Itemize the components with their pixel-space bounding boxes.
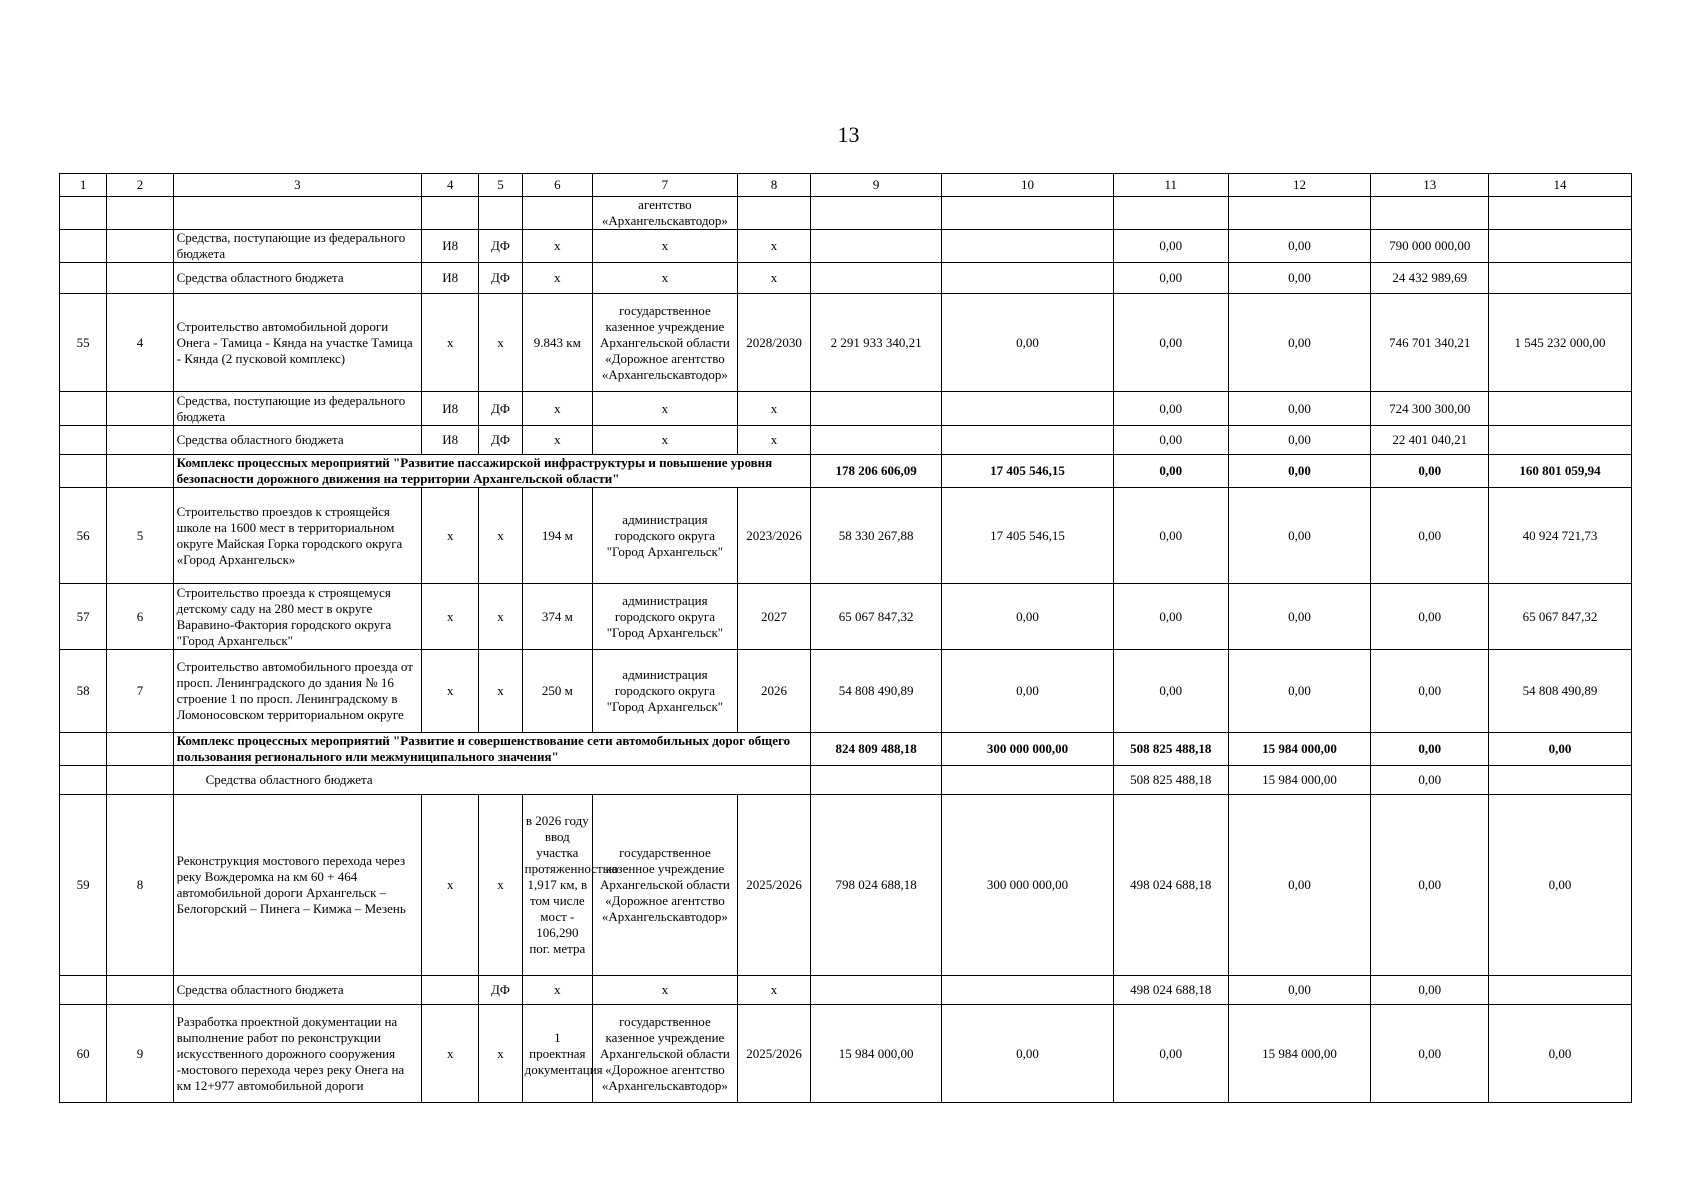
cell-row-number xyxy=(60,263,107,294)
cell-amount: 0,00 xyxy=(1228,584,1371,650)
cell-sub-number: 6 xyxy=(107,584,173,650)
cell-amount: 0,00 xyxy=(1371,584,1489,650)
section-title: Комплекс процессных мероприятий "Развитие и совершенствование сети автомобильных дорог общего пользования регионального или межмуниципального значения" xyxy=(173,733,811,766)
cell-amount: 0,00 xyxy=(1371,766,1489,795)
cell-amount: 0,00 xyxy=(1371,733,1489,766)
cell-amount: 15 984 000,00 xyxy=(1228,733,1371,766)
cell-amount: 0,00 xyxy=(941,1005,1113,1103)
cell-row-number xyxy=(60,976,107,1005)
table-header-row xyxy=(60,174,1632,197)
cell-amount: 40 924 721,73 xyxy=(1489,488,1632,584)
cell-executor: администрация городского округа "Город Архангельск" xyxy=(593,584,738,650)
cell-row-number xyxy=(60,766,107,795)
cell-amount xyxy=(1489,392,1632,426)
cell-amount: 24 432 989,69 xyxy=(1371,263,1489,294)
cell-period: 2025/2026 xyxy=(737,795,810,976)
header-cell: 14 xyxy=(1489,174,1632,197)
header-cell: 2 xyxy=(107,174,173,197)
cell-row-number xyxy=(60,230,107,263)
cell-capacity: х xyxy=(522,392,592,426)
cell-row-number: 58 xyxy=(60,650,107,733)
cell-sub-number: 9 xyxy=(107,1005,173,1103)
cell-amount: 0,00 xyxy=(941,294,1113,392)
cell-period: 2027 xyxy=(737,584,810,650)
cell-row-number xyxy=(60,197,107,230)
cell-source: ДФ xyxy=(479,976,522,1005)
cell-amount xyxy=(1489,263,1632,294)
cell-amount xyxy=(1489,230,1632,263)
cell-executor: государственное казенное учреждение Архангельской области «Дорожное агентство «Архангельскавтодор» xyxy=(593,1005,738,1103)
cell-amount: 0,00 xyxy=(1113,426,1228,455)
cell-amount: 0,00 xyxy=(1113,1005,1228,1103)
cell-sub-number: 7 xyxy=(107,650,173,733)
cell-total: 15 984 000,00 xyxy=(811,1005,942,1103)
cell-executor: государственное казенное учреждение Архангельской области «Дорожное агентство «Архангельскавтодор» xyxy=(593,294,738,392)
cell-capacity: х xyxy=(522,976,592,1005)
cell-total xyxy=(811,263,942,294)
cell-total xyxy=(811,197,942,230)
cell-name: Средства областного бюджета xyxy=(173,766,811,795)
cell-amount: 508 825 488,18 xyxy=(1113,766,1228,795)
cell-name: Реконструкция мостового перехода через реку Вождеромка на км 60 + 464 автомобильной дороги Архангельск – Белогорский – Пинега – Кимжа – Мезень xyxy=(173,795,421,976)
table-row xyxy=(60,488,1632,584)
header-cell: 10 xyxy=(941,174,1113,197)
cell-total xyxy=(811,392,942,426)
cell-name: Строительство автомобильного проезда от просп. Ленинградского до здания № 16 строение 1 по просп. Ленинградскому в Ломоносовском территориальном округе xyxy=(173,650,421,733)
cell-sub-number xyxy=(107,426,173,455)
cell-total: 58 330 267,88 xyxy=(811,488,942,584)
cell-amount: 0,00 xyxy=(1113,584,1228,650)
cell-amount: 15 984 000,00 xyxy=(1228,766,1371,795)
cell-amount: 0,00 xyxy=(1228,650,1371,733)
cell-code: х xyxy=(422,584,479,650)
cell-amount: 65 067 847,32 xyxy=(1489,584,1632,650)
cell-sub-number: 5 xyxy=(107,488,173,584)
cell-total: 798 024 688,18 xyxy=(811,795,942,976)
cell-code: И8 xyxy=(422,230,479,263)
cell-total: 178 206 606,09 xyxy=(811,455,942,488)
cell-amount: 54 808 490,89 xyxy=(1489,650,1632,733)
cell-total: 65 067 847,32 xyxy=(811,584,942,650)
cell-amount: 0,00 xyxy=(1113,230,1228,263)
cell-capacity: 194 м xyxy=(522,488,592,584)
cell-amount: 0,00 xyxy=(1113,263,1228,294)
table-row xyxy=(60,263,1632,294)
cell-amount: 1 545 232 000,00 xyxy=(1489,294,1632,392)
cell-amount xyxy=(1113,197,1228,230)
cell-amount: 746 701 340,21 xyxy=(1371,294,1489,392)
cell-sub-number xyxy=(107,392,173,426)
cell-period: х xyxy=(737,426,810,455)
cell-capacity: х xyxy=(522,263,592,294)
cell-period: 2026 xyxy=(737,650,810,733)
page-number: 13 xyxy=(837,122,860,147)
cell-amount: 0,00 xyxy=(1371,1005,1489,1103)
table-row xyxy=(60,426,1632,455)
cell-sub-number xyxy=(107,455,173,488)
cell-source: х xyxy=(479,1005,522,1103)
cell-code: х xyxy=(422,294,479,392)
cell-code: х xyxy=(422,795,479,976)
cell-source: ДФ xyxy=(479,392,522,426)
cell-name xyxy=(173,197,421,230)
cell-code: И8 xyxy=(422,263,479,294)
cell-amount xyxy=(941,230,1113,263)
cell-amount: 0,00 xyxy=(941,650,1113,733)
cell-period xyxy=(737,197,810,230)
cell-name: Средства областного бюджета xyxy=(173,976,421,1005)
cell-amount: 0,00 xyxy=(1228,230,1371,263)
cell-executor: х xyxy=(593,976,738,1005)
cell-source: ДФ xyxy=(479,230,522,263)
cell-total xyxy=(811,426,942,455)
section-row xyxy=(60,733,1632,766)
table-row xyxy=(60,392,1632,426)
cell-capacity: х xyxy=(522,426,592,455)
cell-amount xyxy=(941,263,1113,294)
cell-row-number: 59 xyxy=(60,795,107,976)
budget-table xyxy=(59,173,1632,1103)
cell-amount: 0,00 xyxy=(1489,733,1632,766)
cell-executor: х xyxy=(593,230,738,263)
header-cell: 1 xyxy=(60,174,107,197)
cell-capacity: х xyxy=(522,230,592,263)
cell-amount: 300 000 000,00 xyxy=(941,733,1113,766)
cell-code: И8 xyxy=(422,426,479,455)
cell-amount: 0,00 xyxy=(1113,294,1228,392)
cell-amount: 0,00 xyxy=(1228,426,1371,455)
cell-period: х xyxy=(737,976,810,1005)
cell-amount: 15 984 000,00 xyxy=(1228,1005,1371,1103)
cell-total xyxy=(811,976,942,1005)
cell-amount xyxy=(941,426,1113,455)
cell-capacity xyxy=(522,197,592,230)
cell-source: х xyxy=(479,488,522,584)
cell-executor: х xyxy=(593,392,738,426)
cell-capacity: 250 м xyxy=(522,650,592,733)
cell-total: 54 808 490,89 xyxy=(811,650,942,733)
cell-amount: 0,00 xyxy=(1113,488,1228,584)
cell-total: 824 809 488,18 xyxy=(811,733,942,766)
cell-name: Строительство автомобильной дороги Онега - Тамица - Кянда на участке Тамица - Кянда (2 пусковой комплекс) xyxy=(173,294,421,392)
cell-amount xyxy=(1489,426,1632,455)
cell-amount: 724 300 300,00 xyxy=(1371,392,1489,426)
cell-code: И8 xyxy=(422,392,479,426)
cell-amount: 0,00 xyxy=(1228,294,1371,392)
header-cell: 11 xyxy=(1113,174,1228,197)
cell-row-number xyxy=(60,455,107,488)
cell-executor: агентство «Архангельскавтодор» xyxy=(593,197,738,230)
cell-amount: 0,00 xyxy=(1371,455,1489,488)
cell-amount: 498 024 688,18 xyxy=(1113,976,1228,1005)
cell-source: х xyxy=(479,294,522,392)
cell-amount: 0,00 xyxy=(1228,976,1371,1005)
cell-period: 2023/2026 xyxy=(737,488,810,584)
cell-amount: 0,00 xyxy=(1371,795,1489,976)
header-cell: 13 xyxy=(1371,174,1489,197)
cell-name: Строительство проездов к строящейся школе на 1600 мест в территориальном округе Майская Горка городского округа «Город Архангельск» xyxy=(173,488,421,584)
cell-source: х xyxy=(479,795,522,976)
cell-period: х xyxy=(737,230,810,263)
cell-name: Средства областного бюджета xyxy=(173,263,421,294)
table-row xyxy=(60,795,1632,976)
cell-row-number: 55 xyxy=(60,294,107,392)
cell-amount: 22 401 040,21 xyxy=(1371,426,1489,455)
cell-amount: 0,00 xyxy=(1489,795,1632,976)
cell-amount: 0,00 xyxy=(1228,392,1371,426)
cell-amount xyxy=(1228,197,1371,230)
cell-row-number xyxy=(60,733,107,766)
cell-period: х xyxy=(737,392,810,426)
cell-amount xyxy=(941,766,1113,795)
cell-source: ДФ xyxy=(479,426,522,455)
cell-row-number: 60 xyxy=(60,1005,107,1103)
cell-executor: администрация городского округа "Город Архангельск" xyxy=(593,650,738,733)
cell-amount: 790 000 000,00 xyxy=(1371,230,1489,263)
cell-amount xyxy=(1489,766,1632,795)
cell-total xyxy=(811,230,942,263)
cell-total: 2 291 933 340,21 xyxy=(811,294,942,392)
header-cell: 6 xyxy=(522,174,592,197)
cell-row-number: 57 xyxy=(60,584,107,650)
cell-amount xyxy=(1489,197,1632,230)
cell-executor: х xyxy=(593,426,738,455)
cell-code xyxy=(422,197,479,230)
cell-amount xyxy=(941,976,1113,1005)
cell-amount xyxy=(941,197,1113,230)
cell-amount: 498 024 688,18 xyxy=(1113,795,1228,976)
cell-sub-number: 8 xyxy=(107,795,173,976)
header-cell: 12 xyxy=(1228,174,1371,197)
cell-source: х xyxy=(479,584,522,650)
header-cell: 7 xyxy=(593,174,738,197)
header-cell: 9 xyxy=(811,174,942,197)
cell-amount: 0,00 xyxy=(1113,455,1228,488)
cell-amount: 300 000 000,00 xyxy=(941,795,1113,976)
cell-executor: администрация городского округа "Город Архангельск" xyxy=(593,488,738,584)
cell-sub-number: 4 xyxy=(107,294,173,392)
section-row xyxy=(60,455,1632,488)
cell-capacity: 9.843 км xyxy=(522,294,592,392)
cell-source: ДФ xyxy=(479,263,522,294)
cell-capacity: 1 проектная документация xyxy=(522,1005,592,1103)
cell-capacity: в 2026 году ввод участка протяженностью 1,917 км, в том числе мост - 106,290 пог. метра xyxy=(522,795,592,976)
cell-amount: 0,00 xyxy=(1228,795,1371,976)
cell-amount: 0,00 xyxy=(1228,263,1371,294)
cell-amount: 0,00 xyxy=(1113,650,1228,733)
cell-name: Разработка проектной документации на выполнение работ по реконструкции искусственного дорожного сооружения -мостового перехода через реку Онега на км 12+977 автомобильной дороги xyxy=(173,1005,421,1103)
cell-amount: 0,00 xyxy=(1371,488,1489,584)
header-cell: 8 xyxy=(737,174,810,197)
cell-period: х xyxy=(737,263,810,294)
cell-amount: 508 825 488,18 xyxy=(1113,733,1228,766)
table-row xyxy=(60,1005,1632,1103)
cell-row-number xyxy=(60,392,107,426)
cell-name: Средства, поступающие из федерального бюджета xyxy=(173,392,421,426)
cell-amount: 160 801 059,94 xyxy=(1489,455,1632,488)
cell-amount xyxy=(1489,976,1632,1005)
cell-name: Средства, поступающие из федерального бюджета xyxy=(173,230,421,263)
table-row xyxy=(60,197,1632,230)
table-row xyxy=(60,294,1632,392)
cell-row-number: 56 xyxy=(60,488,107,584)
cell-executor: х xyxy=(593,263,738,294)
cell-amount: 0,00 xyxy=(1489,1005,1632,1103)
cell-source: х xyxy=(479,650,522,733)
cell-executor: государственное казенное учреждение Архангельской области «Дорожное агентство «Архангельскавтодор» xyxy=(593,795,738,976)
table-row xyxy=(60,230,1632,263)
cell-amount: 0,00 xyxy=(941,584,1113,650)
header-cell: 4 xyxy=(422,174,479,197)
cell-code: х xyxy=(422,1005,479,1103)
cell-sub-number xyxy=(107,733,173,766)
table-row xyxy=(60,976,1632,1005)
cell-period: 2025/2026 xyxy=(737,1005,810,1103)
cell-name: Строительство проезда к строящемуся детскому саду на 280 мест в округе Варавино-Фактория городского округа "Город Архангельск" xyxy=(173,584,421,650)
cell-source xyxy=(479,197,522,230)
header-cell: 5 xyxy=(479,174,522,197)
cell-amount: 0,00 xyxy=(1228,455,1371,488)
cell-code: х xyxy=(422,488,479,584)
cell-sub-number xyxy=(107,230,173,263)
cell-sub-number xyxy=(107,263,173,294)
cell-amount: 17 405 546,15 xyxy=(941,488,1113,584)
cell-sub-number xyxy=(107,766,173,795)
cell-sub-number xyxy=(107,976,173,1005)
cell-amount xyxy=(1371,197,1489,230)
cell-code xyxy=(422,976,479,1005)
table-row xyxy=(60,584,1632,650)
cell-amount xyxy=(941,392,1113,426)
section-title: Комплекс процессных мероприятий "Развитие пассажирской инфраструктуры и повышение уровня безопасности дорожного движения на территории Архангельской области" xyxy=(173,455,811,488)
header-cell: 3 xyxy=(173,174,421,197)
cell-code: х xyxy=(422,650,479,733)
cell-amount: 0,00 xyxy=(1113,392,1228,426)
cell-amount: 0,00 xyxy=(1371,650,1489,733)
cell-period: 2028/2030 xyxy=(737,294,810,392)
cell-capacity: 374 м xyxy=(522,584,592,650)
table-row xyxy=(60,766,1632,795)
cell-amount: 0,00 xyxy=(1371,976,1489,1005)
cell-total xyxy=(811,766,942,795)
cell-amount: 17 405 546,15 xyxy=(941,455,1113,488)
cell-amount: 0,00 xyxy=(1228,488,1371,584)
table-row xyxy=(60,650,1632,733)
cell-sub-number xyxy=(107,197,173,230)
cell-name: Средства областного бюджета xyxy=(173,426,421,455)
cell-row-number xyxy=(60,426,107,455)
